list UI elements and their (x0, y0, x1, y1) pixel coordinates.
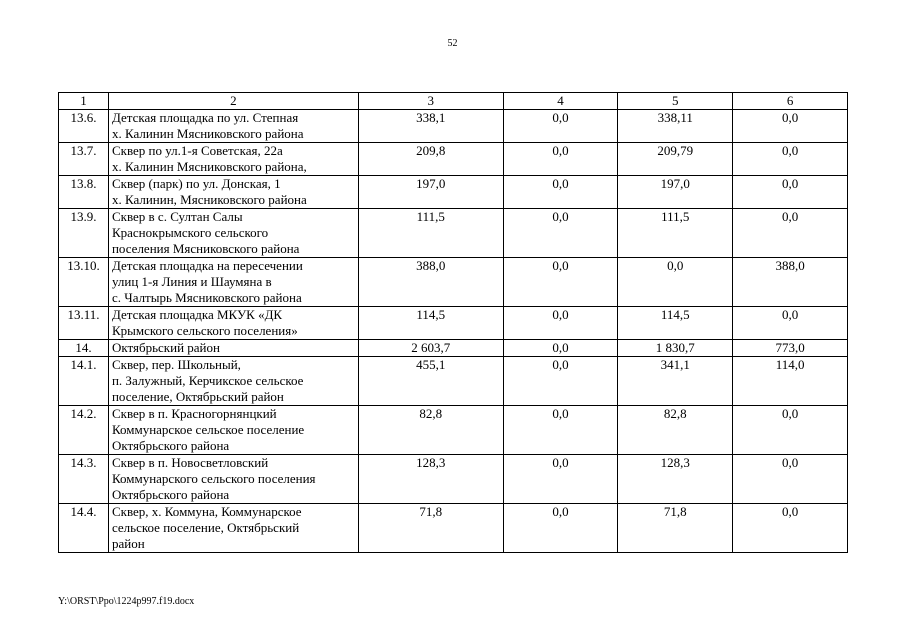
value-cell-col4: 0,0 (503, 258, 618, 307)
header-cell: 2 (108, 93, 358, 110)
table-row (59, 357, 848, 406)
object-name-line: Сквер, пер. Школьный, (111, 357, 241, 372)
row-number-cell: 14. (59, 340, 109, 357)
object-name-line: п. Залужный, Керчикское сельское (111, 373, 304, 388)
row-number-cell: 14.3. (59, 455, 109, 504)
object-name-line: Сквер, х. Коммуна, Коммунарское (111, 504, 302, 519)
value-cell-col5: 338,11 (618, 110, 733, 143)
header-cell: 3 (358, 93, 503, 110)
object-name-line: сельское поселение, Октябрьский (111, 520, 300, 535)
value-cell-col6: 0,0 (733, 110, 848, 143)
value-cell-col5: 71,8 (618, 504, 733, 553)
table-row (59, 455, 848, 504)
page-number: 52 (447, 38, 458, 49)
table-row (59, 258, 848, 307)
value-cell-col3: 128,3 (358, 455, 503, 504)
value-cell-col5: 1 830,7 (618, 340, 733, 357)
header-cell: 4 (503, 93, 618, 110)
table-row (59, 504, 848, 553)
value-cell-col5: 197,0 (618, 176, 733, 209)
object-name-cell (108, 110, 358, 143)
object-name-cell (108, 340, 358, 357)
object-name-cell (108, 504, 358, 553)
object-name-cell (108, 209, 358, 258)
value-cell-col3: 71,8 (358, 504, 503, 553)
table-row (59, 340, 848, 357)
value-cell-col4: 0,0 (503, 143, 618, 176)
value-cell-col4: 0,0 (503, 307, 618, 340)
value-cell-col6: 0,0 (733, 307, 848, 340)
value-cell-col4: 0,0 (503, 455, 618, 504)
table-row (59, 406, 848, 455)
value-cell-col4: 0,0 (503, 504, 618, 553)
object-name-line: поселения Мясниковского района (111, 241, 300, 256)
object-name-line: Октябрьский район (111, 340, 220, 355)
value-cell-col3: 388,0 (358, 258, 503, 307)
object-name-line: Детская площадка на пересечении (111, 258, 303, 273)
row-number-cell: 14.4. (59, 504, 109, 553)
object-name-line: Краснокрымского сельского (111, 225, 269, 240)
value-cell-col6: 388,0 (733, 258, 848, 307)
value-cell-col3: 2 603,7 (358, 340, 503, 357)
value-cell-col6: 0,0 (733, 504, 848, 553)
object-name-line: Сквер в с. Султан Салы (111, 209, 243, 224)
row-number-cell: 13.7. (59, 143, 109, 176)
table-row (59, 209, 848, 258)
value-cell-col5: 114,5 (618, 307, 733, 340)
value-cell-col3: 111,5 (358, 209, 503, 258)
value-cell-col4: 0,0 (503, 357, 618, 406)
row-number-cell: 14.2. (59, 406, 109, 455)
header-cell: 1 (59, 93, 109, 110)
value-cell-col4: 0,0 (503, 176, 618, 209)
object-name-line: Сквер в п. Новосветловский (111, 455, 269, 470)
object-name-cell (108, 406, 358, 455)
object-name-line: улиц 1-я Линия и Шаумяна в (111, 274, 272, 289)
value-cell-col4: 0,0 (503, 340, 618, 357)
row-number-cell: 14.1. (59, 357, 109, 406)
object-name-cell (108, 258, 358, 307)
object-name-line: х. Калинин Мясниковского района, (111, 159, 307, 174)
object-name-line: х. Калинин Мясниковского района (111, 126, 304, 141)
object-name-cell (108, 143, 358, 176)
object-name-line: район (111, 536, 145, 551)
value-cell-col5: 209,79 (618, 143, 733, 176)
table-row (59, 143, 848, 176)
data-table (58, 92, 848, 553)
object-name-cell (108, 176, 358, 209)
value-cell-col4: 0,0 (503, 209, 618, 258)
object-name-line: Сквер в п. Красногорнянцкий (111, 406, 277, 421)
object-name-line: Октябрьского района (111, 438, 230, 453)
value-cell-col6: 0,0 (733, 406, 848, 455)
value-cell-col5: 82,8 (618, 406, 733, 455)
row-number-cell: 13.10. (59, 258, 109, 307)
value-cell-col6: 0,0 (733, 176, 848, 209)
value-cell-col5: 341,1 (618, 357, 733, 406)
value-cell-col6: 114,0 (733, 357, 848, 406)
value-cell-col5: 111,5 (618, 209, 733, 258)
object-name-line: Сквер (парк) по ул. Донская, 1 (111, 176, 281, 191)
header-cell: 5 (618, 93, 733, 110)
row-number-cell: 13.6. (59, 110, 109, 143)
object-name-line: Детская площадка по ул. Степная (111, 110, 299, 125)
value-cell-col5: 0,0 (618, 258, 733, 307)
table-header-row (59, 93, 848, 110)
object-name-line: поселение, Октябрьский район (111, 389, 284, 404)
object-name-line: Сквер по ул.1-я Советская, 22а (111, 143, 283, 158)
value-cell-col3: 114,5 (358, 307, 503, 340)
value-cell-col3: 455,1 (358, 357, 503, 406)
value-cell-col6: 0,0 (733, 455, 848, 504)
object-name-cell (108, 455, 358, 504)
value-cell-col6: 0,0 (733, 209, 848, 258)
object-name-line: х. Калинин, Мясниковского района (111, 192, 307, 207)
footer-file-path: Y:\ORST\Ppo\1224p997.f19.docx (58, 596, 195, 607)
object-name-cell (108, 357, 358, 406)
row-number-cell: 13.11. (59, 307, 109, 340)
value-cell-col4: 0,0 (503, 406, 618, 455)
row-number-cell: 13.9. (59, 209, 109, 258)
table-row (59, 176, 848, 209)
value-cell-col4: 0,0 (503, 110, 618, 143)
header-cell: 6 (733, 93, 848, 110)
value-cell-col6: 773,0 (733, 340, 848, 357)
object-name-line: Детская площадка МКУК «ДК (111, 307, 283, 322)
row-number-cell: 13.8. (59, 176, 109, 209)
object-name-line: Коммунарское сельское поселение (111, 422, 305, 437)
value-cell-col3: 338,1 (358, 110, 503, 143)
object-name-line: Октябрьского района (111, 487, 230, 502)
table-row (59, 307, 848, 340)
object-name-line: Коммунарского сельского поселения (111, 471, 316, 486)
object-name-line: с. Чалтырь Мясниковского района (111, 290, 302, 305)
value-cell-col5: 128,3 (618, 455, 733, 504)
table-row (59, 110, 848, 143)
object-name-line: Крымского сельского поселения» (111, 323, 298, 338)
value-cell-col6: 0,0 (733, 143, 848, 176)
value-cell-col3: 197,0 (358, 176, 503, 209)
value-cell-col3: 209,8 (358, 143, 503, 176)
value-cell-col3: 82,8 (358, 406, 503, 455)
object-name-cell (108, 307, 358, 340)
